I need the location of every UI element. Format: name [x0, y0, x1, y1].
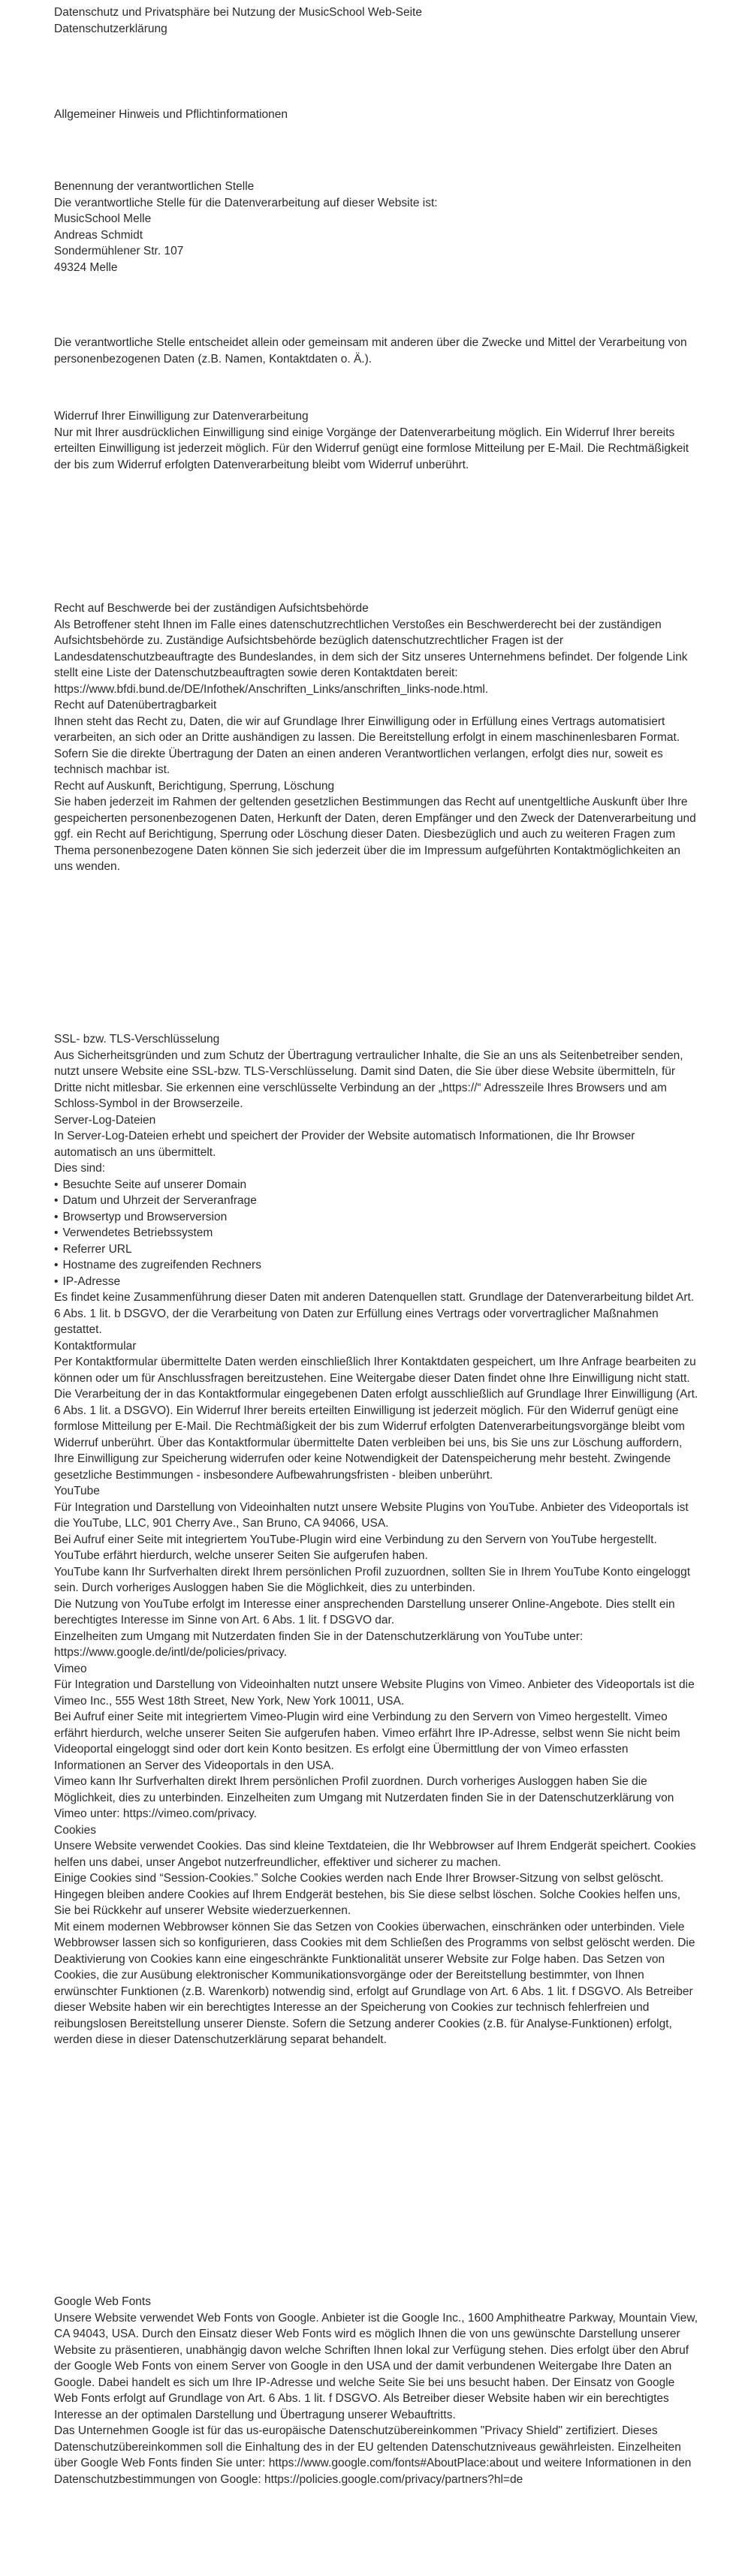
complaint-heading: Recht auf Beschwerde bei der zuständigen Aufsichtsbehörde — [54, 602, 369, 615]
youtube-p1: Für Integration und Darstellung von Videoinhalten nutzt unsere Website Plugins von YouTube. Anbieter des Videoportals ist die YouTube, LLC, 901 Cherry Ave., San Bruno, CA 94066, USA. — [54, 1500, 689, 1530]
fonts-p1: Unsere Website verwendet Web Fonts von Google. Anbieter ist die Google Inc., 1600 Amphitheatre Parkway, Mountain View, CA 94043, USA. Durch den Einsatz dieser Web Fonts wird es möglich Ihnen die von uns gewünschte Darstellung unserer Website zu präsentieren, unabhängig davon welche Schriften Ihnen lokal zur Verfügung stehen. Dies erfolgt über den Abruf der Google Web Fonts von einem Server von Google in den USA und der damit verbundenen Weitergabe Ihre Daten an Google. Dabei handelt es sich um Ihre IP-Adresse und welche Seite Sie bei uns besucht haben. Der Einsatz von Google Web Fonts erfolgt auf Grundlage von Art. 6 Abs. 1 lit. f DSGVO. Als Betreiber dieser Website haben wir ein berechtigtes Interesse an der optimalen Darstellung und Übertragung unserer Webauftritts. — [54, 2311, 698, 2421]
ssl-text: Aus Sicherheitsgründen und zum Schutz der Übertragung vertraulicher Inhalte, die Sie an uns als Seitenbetreiber senden, nutzt unsere Website eine SSL-bzw. TLS-Verschlüsselung. Damit sind Daten, die Sie über diese Website übermitteln, für Dritte nicht mitlesbar. Sie erkennen eine verschlüsselte Verbindung an der „https://“ Adresszeile Ihres Browsers und am Schloss-Symbol in der Browserzeile. — [54, 1049, 683, 1110]
info-text: Sie haben jederzeit im Rahmen der geltenden gesetzlichen Bestimmungen das Recht auf unentgeltliche Auskunft über Ihre gespeicherten personenbezogenen Daten, Herkunft der Daten, deren Empfänger und den Zweck der Datenverarbeitung und ggf. ein Recht auf Berichtigung, Sperrung oder Löschung dieser Daten. Diesbezüglich und auch zu weiteren Fragen zum Thema personenbezogene Daten können Sie sich jederzeit über die im Impressum aufgeführten Kontaktmöglichkeiten an uns wenden. — [54, 796, 696, 873]
responsible-note: Die verantwortliche Stelle entscheidet allein oder gemeinsam mit anderen über die Zwecke und Mittel der Verarbeitung von personenbezogenen Daten (z.B. Namen, Kontaktdaten o. Ä.). — [54, 336, 687, 366]
list-item: • Datum und Uhrzeit der Serveranfrage — [54, 1193, 700, 1209]
responsible-section — [54, 179, 700, 275]
page-header — [54, 5, 700, 37]
logs-after: Es findet keine Zusammenführung dieser Daten mit anderen Datenquellen statt. Grundlage der Datenverarbeitung bildet Art. 6 Abs. 1 lit. b DSGVO, der die Verarbeitung von Daten zur Erfüllung eines Vertrags oder vorvertraglicher Maßnahmen gestattet. — [54, 1291, 695, 1336]
list-item: • Hostname des zugreifenden Rechners — [54, 1257, 700, 1274]
withdrawal-text: Nur mit Ihrer ausdrücklichen Einwilligung sind einige Vorgänge der Datenverarbeitung möglich. Ein Widerruf Ihrer bereits erteilten Einwilligung ist jederzeit möglich. Für den Widerruf genügt eine formlose Mitteilung per E-Mail. Die Rechtmäßigkeit der bis zum Widerruf erfolgten Datenverarbeitung bleibt vom Widerruf unberührt. — [54, 426, 689, 471]
logs-heading: Server-Log-Dateien — [54, 1113, 156, 1127]
vimeo-p1: Für Integration und Darstellung von Videoinhalten nutzt unsere Website Plugins von Vimeo. Anbieter des Videoportals ist die Vimeo Inc., 555 West 18th Street, New York, New York 10011, USA. — [54, 1678, 695, 1708]
youtube-p2: Bei Aufruf einer Seite mit integriertem YouTube-Plugin wird eine Verbindung zu den Servern von YouTube hergestellt. YouTube erfährt hierdurch, welche unserer Seiten Sie aufgerufen haben. — [54, 1533, 657, 1562]
fonts-section — [54, 2294, 700, 2487]
cookies-heading: Cookies — [54, 1823, 96, 1837]
info-heading: Recht auf Auskunft, Berichtigung, Sperrung, Löschung — [54, 779, 335, 793]
youtube-p5: Einzelheiten zum Umgang mit Nutzerdaten finden Sie in der Datenschutzerklärung von YouTube unter: https://www.google.de/intl/de/policies/privacy. — [54, 1630, 584, 1659]
ssl-section — [54, 1031, 700, 2048]
youtube-heading: YouTube — [54, 1485, 100, 1497]
cookies-p2: Einige Cookies sind “Session-Cookies.” Solche Cookies werden nach Ende Ihrer Browser-Sitzung von selbst gelöscht. Hingegen bleiben andere Cookies auf Ihrem Endgerät bestehen, bis Sie diese selbst löschen. Solche Cookies helfen uns, Sie bei Rückkehr auf unserer Website wiederzuerkennen. — [54, 1872, 681, 1917]
vimeo-p3: Vimeo kann Ihr Surfverhalten direkt Ihrem persönlichen Profil zuordnen. Durch vorheriges Ausloggen haben Sie die Möglichkeit, dies zu unterbinden. Einzelheiten zum Umgang mit Nutzerdaten finden Sie in der Datenschutzerklärung von Vimeo unter: https://vimeo.com/privacy. — [54, 1775, 674, 1820]
responsible-street: Sondermühlener Str. 107 — [54, 245, 184, 257]
page-title: Datenschutz und Privatsphäre bei Nutzung der MusicSchool Web-Seite — [54, 6, 422, 19]
withdrawal-section — [54, 408, 700, 473]
responsible-city: 49324 Melle — [54, 260, 118, 274]
list-item: • Browsertyp und Browserversion — [54, 1209, 700, 1226]
contact-heading: Kontaktformular — [54, 1339, 137, 1353]
list-item: • Besuchte Seite auf unserer Domain — [54, 1177, 700, 1193]
logs-text: In Server-Log-Dateien erhebt und speichert der Provider der Website automatisch Informationen, die Ihr Browser automatisch an uns übermittelt. — [54, 1130, 635, 1159]
responsible-note-section — [54, 335, 700, 367]
general-section — [54, 107, 700, 123]
responsible-name: Andreas Schmidt — [54, 228, 143, 242]
fonts-p2: Das Unternehmen Google ist für das us-europäische Datenschutzübereinkommen "Privacy Shield" zertifiziert. Dieses Datenschutzübereinkommen soll die Einhaltung des in der EU geltenden Datenschutzniveaus gewährleisten. Einzelheiten über Google Web Fonts finden Sie unter: https://www.google.com/fonts#AboutPlace:about und weitere Informationen in den Datenschutzbestimmungen von Google: https://policies.google.com/privacy/partners?hl=de — [54, 2424, 692, 2486]
youtube-p4: Die Nutzung von YouTube erfolgt im Interesse einer ansprechenden Darstellung unserer Online-Angebote. Dies stellt ein berechtigtes Interesse im Sinne von Art. 6 Abs. 1 lit. f DSGVO dar. — [54, 1597, 675, 1627]
fonts-heading: Google Web Fonts — [54, 2295, 151, 2308]
responsible-intro: Die verantwortliche Stelle für die Datenverarbeitung auf dieser Website ist: — [54, 196, 438, 209]
list-item: • IP-Adresse — [54, 1274, 700, 1290]
responsible-company: MusicSchool Melle — [54, 212, 152, 225]
contact-text: Per Kontaktformular übermittelte Daten werden einschließlich Ihrer Kontaktdaten gespeichert, um Ihre Anfrage bearbeiten zu können oder um für Anschlussfragen bereitzustehen. Eine Weitergabe dieser Daten findet ohne Ihre Einwilligung nicht statt. Die Verarbeitung der in das Kontaktformular eingegebenen Daten erfolgt ausschließlich auf Grundlage Ihrer Einwilligung (Art. 6 Abs. 1 lit. a DSGVO). Ein Widerruf Ihrer bereits erteilten Einwilligung ist jederzeit möglich. Für den Widerruf genügt eine formlose Mitteilung per E-Mail. Die Rechtmäßigkeit der bis zum Widerruf erfolgten Datenverarbeitungsvorgänge bleibt vom Widerruf unberührt. Über das Kontaktformular übermittelte Daten verbleiben bei uns, bis Sie uns zur Löschung auffordern, Ihre Einwilligung zur Speicherung widerrufen oder keine Notwendigkeit der Datenspeicherung mehr besteht. Zwingende gesetzliche Bestimmungen - insbesondere Aufbewahrungsfristen - bleiben unberührt. — [54, 1356, 698, 1482]
list-item: • Verwendetes Betriebssystem — [54, 1225, 700, 1241]
page-subtitle: Datenschutzerklärung — [54, 22, 167, 35]
general-heading: Allgemeiner Hinweis und Pflichtinformationen — [54, 108, 288, 121]
cookies-p1: Unsere Website verwendet Cookies. Das sind kleine Textdateien, die Ihr Webbrowser auf Ihrem Endgerät speichert. Cookies helfen uns dabei, unser Angebot nutzerfreundlicher, effektiver und sicherer zu machen. — [54, 1840, 696, 1869]
list-item: • Referrer URL — [54, 1241, 700, 1258]
vimeo-p2: Bei Aufruf einer Seite mit integriertem Vimeo-Plugin wird eine Verbindung zu den Servern von Vimeo hergestellt. Vimeo erfährt hierdurch, welche unserer Seiten Sie aufgerufen haben. Vimeo erfährt Ihre IP-Adresse, selbst wenn Sie nicht beim Videoportal eingeloggt sind oder dort kein Konto besitzen. Es erfolgt eine Übermittlung der von Vimeo erfassten Informationen an Server des Videoportals in den USA. — [54, 1711, 680, 1772]
vimeo-heading: Vimeo — [54, 1662, 87, 1675]
rights-section — [54, 600, 700, 875]
complaint-text: Als Betroffener steht Ihnen im Falle eines datenschutzrechtlichen Verstoßes ein Beschwerderecht bei der zuständigen Aufsichtsbehörde zu. Zuständige Aufsichtsbehörde bezüglich datenschutzrechtlicher Fragen ist der Landesdatenschutzbeauftragte des Bundeslandes, in dem sich der Sitz unseres Unternehmens befindet. Der folgende Link stellt eine Liste der Datenschutzbeauftragten sowie deren Kontaktdaten bereit: https://www.bfdi.bund.de/DE/Infothek/Anschriften_Links/anschriften_links-node.html. — [54, 618, 688, 696]
cookies-p3: Mit einem modernen Webbrowser können Sie das Setzen von Cookies überwachen, einschränken oder unterbinden. Viele Webbrowser lassen sich so konfigurieren, dass Cookies mit dem Schließen des Programms von selbst gelöscht werden. Die Deaktivierung von Cookies kann eine eingeschränkte Funktionalität unserer Website zur Folge haben. Das Setzen von Cookies, die zur Ausübung elektronischer Kommunikationsvorgänge oder der Bereitstellung bestimmter, von Ihnen erwünschter Funktionen (z.B. Warenkorb) notwendig sind, erfolgt auf Grundlage von Art. 6 Abs. 1 lit. f DSGVO. Als Betreiber dieser Website haben wir ein berechtigtes Interesse an der Speicherung von Cookies zur technisch fehlerfreien und reibungslosen Bereitstellung unserer Dienste. Sofern die Setzung anderer Cookies (z.B. für Analyse-Funktionen) erfolgt, werden diese in dieser Datenschutzerklärung separat behandelt. — [54, 1920, 695, 2046]
portability-text: Ihnen steht das Recht zu, Daten, die wir auf Grundlage Ihrer Einwilligung oder in Erfüllung eines Vertrags automatisiert verarbeiten, an sich oder an Dritte aushändigen zu lassen. Die Bereitstellung erfolgt in einem maschinenlesbaren Format. Sofern Sie die direkte Übertragung der Daten an einen anderen Verantwortlichen verlangen, erfolgt dies nur, soweit es technisch machbar ist. — [54, 715, 680, 776]
ssl-heading: SSL- bzw. TLS-Verschlüsselung — [54, 1033, 220, 1046]
responsible-heading: Benennung der verantwortlichen Stelle — [54, 180, 255, 193]
withdrawal-heading: Widerruf Ihrer Einwilligung zur Datenverarbeitung — [54, 410, 309, 423]
portability-heading: Recht auf Datenübertragbarkeit — [54, 699, 217, 712]
youtube-p3: YouTube kann Ihr Surfverhalten direkt Ihrem persönlichen Profil zuzuordnen, sollten Sie in Ihrem YouTube Konto eingeloggt sein. Durch vorheriges Ausloggen haben Sie die Möglichkeit, dies zu unterbinden. — [54, 1565, 690, 1594]
logs-list — [54, 1177, 700, 1290]
logs-list-intro: Dies sind: — [54, 1162, 106, 1175]
